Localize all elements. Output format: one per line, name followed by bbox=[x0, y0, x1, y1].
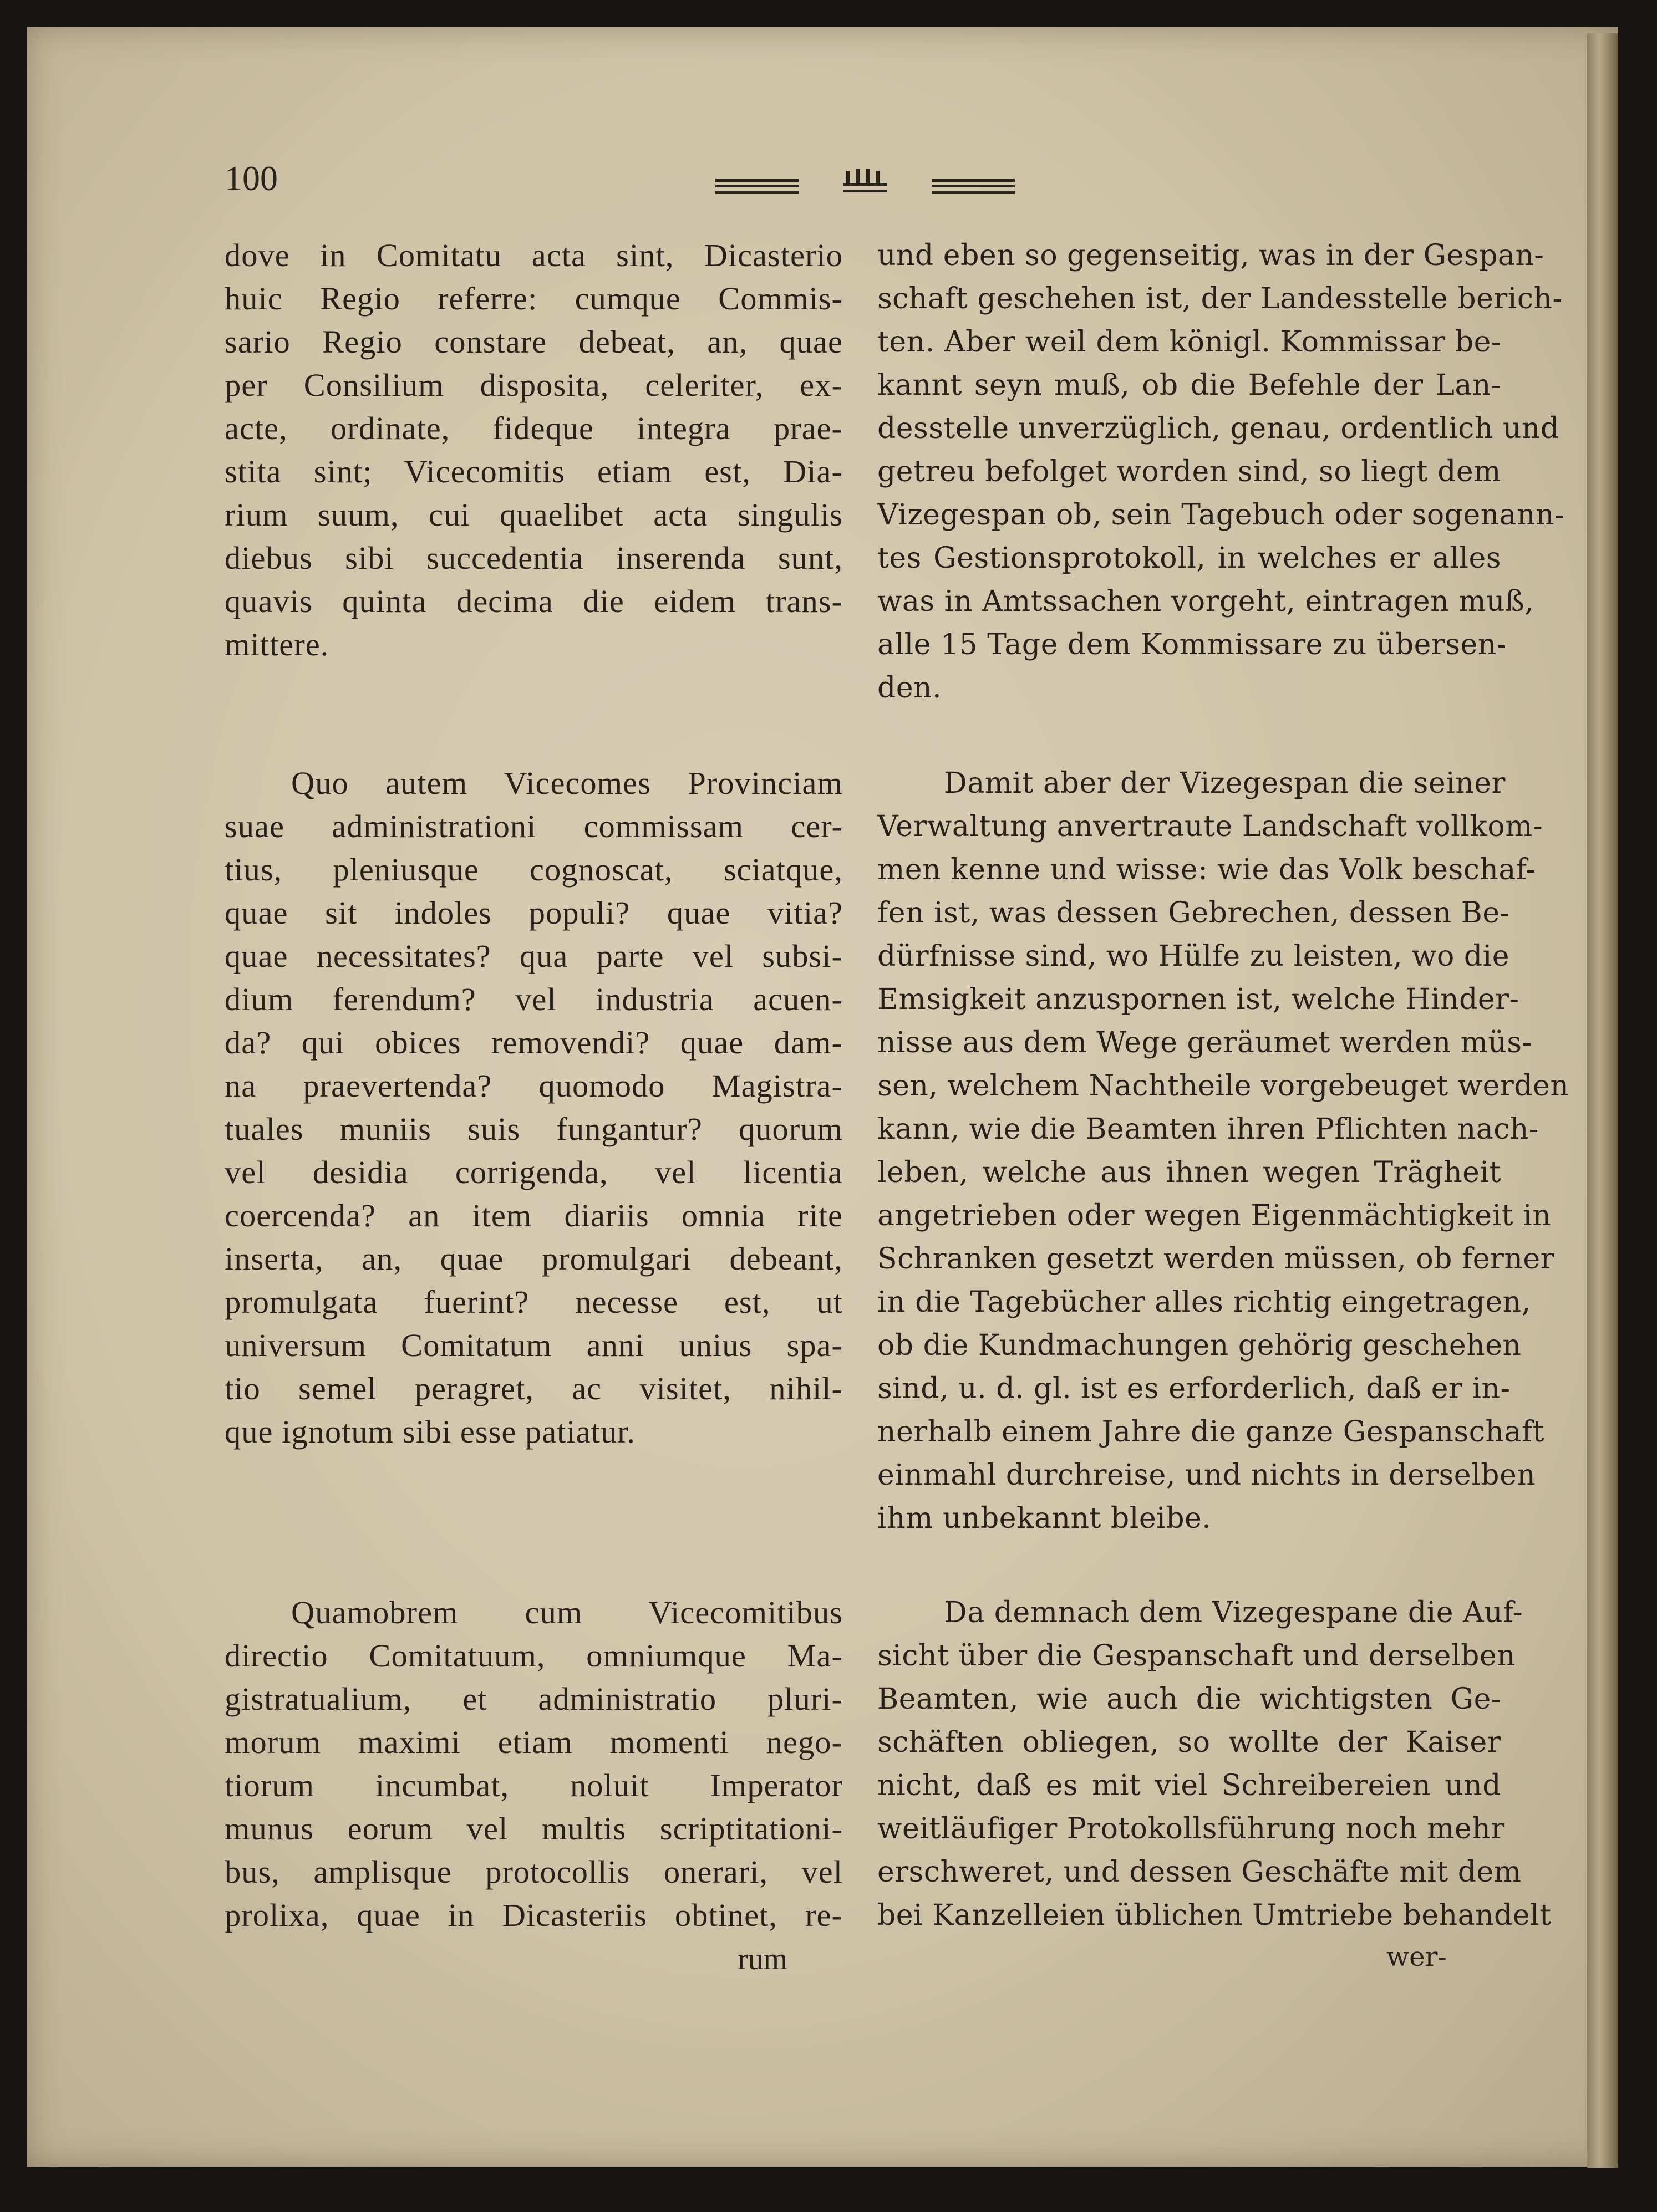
text-line: stita sint; Vicecomitis etiam est, Dia- bbox=[225, 453, 843, 490]
header-ornament bbox=[715, 166, 1015, 205]
text-line: ihm unbekannt bleibe. bbox=[877, 1502, 1212, 1535]
text-line: suae administrationi commissam cer- bbox=[225, 808, 843, 844]
text-line: Beamten, wie auch die wichtigsten Ge- bbox=[877, 1683, 1501, 1716]
text-line: angetrieben oder wegen Eigenmächtigkeit in bbox=[877, 1199, 1552, 1232]
latin-paragraph-2 bbox=[225, 762, 843, 1454]
text-line: dium ferendum? vel industria acuen- bbox=[225, 981, 843, 1017]
text-line: per Consilium disposita, celeriter, ex- bbox=[225, 367, 843, 403]
text-line: schaft geschehen ist, der Landesstelle berich- bbox=[877, 282, 1563, 315]
text-line: was in Amtssachen vorgeht, eintragen muß, bbox=[877, 585, 1534, 618]
text-line: und eben so gegenseitig, was in der Gespan- bbox=[877, 239, 1544, 272]
text-line: nisse aus dem Wege geräumet werden müs- bbox=[877, 1026, 1532, 1059]
text-line: huic Regio referre: cumque Commis- bbox=[225, 281, 843, 317]
german-paragraph-2 bbox=[877, 762, 1569, 1540]
text-line: erschweret, und dessen Geschäfte mit dem bbox=[877, 1856, 1522, 1889]
text-line: dove in Comitatu acta sint, Dicasterio bbox=[225, 237, 843, 273]
text-line: kannt seyn muß, ob die Befehle der Lan- bbox=[877, 369, 1501, 402]
text-line: men kenne und wisse: wie das Volk beschaf- bbox=[877, 853, 1536, 886]
book-spine bbox=[1587, 33, 1618, 2168]
text-line: Verwaltung anvertraute Landschaft vollkom- bbox=[877, 810, 1543, 843]
text-line: acte, ordinate, fideque integra prae- bbox=[225, 410, 843, 446]
text-line: directio Comitatuum, omniumque Ma- bbox=[225, 1638, 843, 1674]
text-line: Schranken gesetzt werden müssen, ob ferner bbox=[877, 1242, 1554, 1276]
text-line: diebus sibi succedentia inserenda sunt, bbox=[225, 540, 843, 576]
text-line: sen, welchem Nachtheile vorgebeuget werden bbox=[877, 1069, 1569, 1103]
german-catchword: wer- bbox=[1386, 1941, 1447, 1973]
text-line: kann, wie die Beamten ihren Pflichten nach- bbox=[877, 1113, 1539, 1146]
text-line: den. bbox=[877, 671, 942, 705]
latin-paragraph-3 bbox=[225, 1591, 843, 1937]
text-line: in die Tagebücher alles richtig eingetragen, bbox=[877, 1286, 1531, 1319]
text-line: dürfnisse sind, wo Hülfe zu leisten, wo die bbox=[877, 940, 1510, 973]
text-line: promulgata fuerint? necesse est, ut bbox=[225, 1284, 843, 1320]
text-line: leben, welche aus ihnen wegen Trägheit bbox=[877, 1156, 1501, 1189]
latin-catchword: rum bbox=[738, 1942, 788, 1976]
page-number: 100 bbox=[225, 159, 278, 198]
text-line: Emsigkeit anzuspornen ist, welche Hinder- bbox=[877, 983, 1519, 1016]
text-line: bei Kanzelleien üblichen Umtriebe behandelt bbox=[877, 1899, 1552, 1932]
text-line: Quamobrem cum Vicecomitibus bbox=[291, 1594, 843, 1630]
text-line: ten. Aber weil dem königl. Kommissar be- bbox=[877, 325, 1501, 359]
text-line: coercenda? an item diariis omnia rite bbox=[225, 1197, 843, 1234]
text-line: Damit aber der Vizegespan die seiner bbox=[944, 767, 1506, 800]
text-line: ob die Kundmachungen gehörig geschehen bbox=[877, 1329, 1522, 1362]
text-line: da? qui obices removendi? quae dam- bbox=[225, 1025, 843, 1061]
german-paragraph-1 bbox=[877, 234, 1565, 710]
latin-paragraph-1 bbox=[225, 234, 843, 666]
text-line: Vizegespan ob, sein Tagebuch oder sogenann- bbox=[877, 498, 1565, 532]
text-line: que ignotum sibi esse patiatur. bbox=[225, 1414, 636, 1450]
text-line: nicht, daß es mit viel Schreibereien und bbox=[877, 1769, 1501, 1802]
text-line: tes Gestionsprotokoll, in welches er alles bbox=[877, 542, 1501, 575]
text-line: munus eorum vel multis scriptitationi- bbox=[225, 1811, 843, 1847]
text-line: quae necessitates? qua parte vel subsi- bbox=[225, 938, 843, 974]
text-line: schäften obliegen, so wollte der Kaiser bbox=[877, 1726, 1501, 1759]
text-line: tius, pleniusque cognoscat, sciatque, bbox=[225, 852, 843, 888]
text-line: tuales muniis suis fungantur? quorum bbox=[225, 1111, 843, 1147]
text-line: sicht über die Gespanschaft und derselben bbox=[877, 1639, 1516, 1673]
text-line: tio semel peragret, ac visitet, nihil- bbox=[225, 1370, 843, 1406]
text-line: rium suum, cui quaelibet acta singulis bbox=[225, 497, 843, 533]
text-line: universum Comitatum anni unius spa- bbox=[225, 1327, 843, 1363]
text-line: prolixa, quae in Dicasteriis obtinet, re- bbox=[225, 1897, 843, 1933]
text-line: morum maximi etiam momenti nego- bbox=[225, 1724, 843, 1760]
text-line: einmahl durchreise, und nichts in derselben bbox=[877, 1459, 1536, 1492]
text-line: tiorum incumbat, noluit Imperator bbox=[225, 1767, 843, 1803]
text-line: Quo autem Vicecomes Provinciam bbox=[291, 765, 843, 801]
text-line: nerhalb einem Jahre die ganze Gespanschaft bbox=[877, 1415, 1544, 1449]
text-line: na praevertenda? quomodo Magistra- bbox=[225, 1068, 843, 1104]
text-line: Da demnach dem Vizegespane die Auf- bbox=[944, 1596, 1523, 1629]
text-line: bus, amplisque protocollis onerari, vel bbox=[225, 1854, 843, 1890]
text-line: sario Regio constare debeat, an, quae bbox=[225, 324, 843, 360]
text-line: getreu befolget worden sind, so liegt dem bbox=[877, 455, 1501, 488]
text-line: quae sit indoles populi? quae vitia? bbox=[225, 895, 843, 931]
text-line: gistratualium, et administratio pluri- bbox=[225, 1681, 843, 1717]
text-line: weitläufiger Protokollsführung noch mehr bbox=[877, 1812, 1505, 1846]
text-line: vel desidia corrigenda, vel licentia bbox=[225, 1154, 843, 1190]
text-line: mittere. bbox=[225, 626, 329, 662]
text-line: inserta, an, quae promulgari debeant, bbox=[225, 1241, 843, 1277]
text-line: sind, u. d. gl. ist es erforderlich, daß er in- bbox=[877, 1372, 1511, 1405]
text-line: fen ist, was dessen Gebrechen, dessen Be- bbox=[877, 896, 1510, 930]
text-line: desstelle unverzüglich, genau, ordentlich und bbox=[877, 412, 1559, 445]
text-line: quavis quinta decima die eidem trans- bbox=[225, 583, 843, 619]
text-line: alle 15 Tage dem Kommissare zu übersen- bbox=[877, 628, 1507, 661]
german-paragraph-3 bbox=[877, 1591, 1552, 1937]
